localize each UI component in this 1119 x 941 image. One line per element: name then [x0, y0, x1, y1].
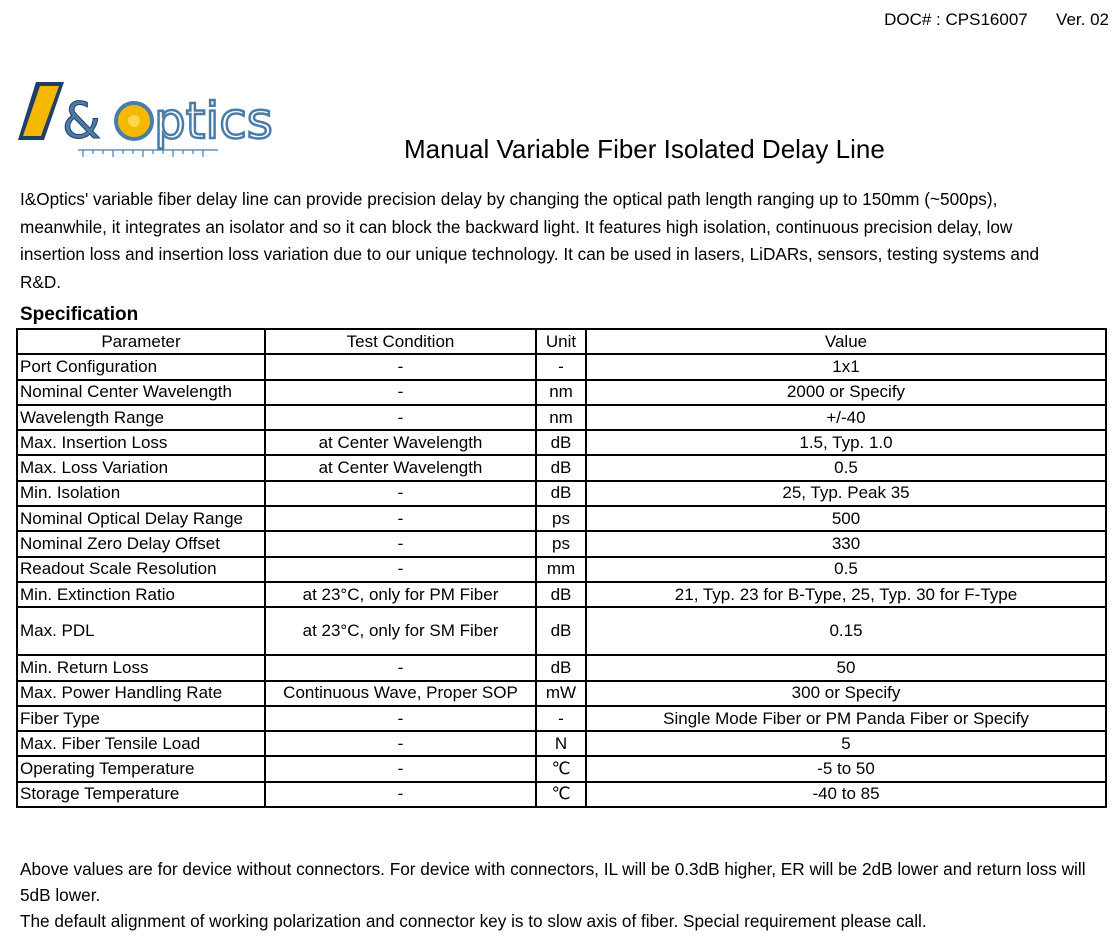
cell-value: 5 [586, 731, 1106, 756]
specification-table [16, 328, 1107, 808]
cell-parameter: Nominal Optical Delay Range [17, 506, 265, 531]
cell-parameter: Max. Fiber Tensile Load [17, 731, 265, 756]
table-row [17, 380, 1106, 405]
cell-value: 1x1 [586, 354, 1106, 379]
cell-unit: - [536, 354, 586, 379]
cell-unit: dB [536, 607, 586, 655]
cell-condition: at 23°C, only for SM Fiber [265, 607, 536, 655]
cell-condition: - [265, 380, 536, 405]
company-logo [18, 78, 288, 164]
cell-unit: ℃ [536, 782, 586, 807]
cell-condition: - [265, 655, 536, 680]
table-row [17, 681, 1106, 706]
cell-parameter: Max. PDL [17, 607, 265, 655]
table-row [17, 607, 1106, 655]
cell-unit: ps [536, 506, 586, 531]
cell-condition: - [265, 531, 536, 556]
cell-unit: dB [536, 481, 586, 506]
page-title: Manual Variable Fiber Isolated Delay Line [404, 134, 885, 164]
table-row [17, 756, 1106, 781]
cell-value: 300 or Specify [586, 681, 1106, 706]
cell-condition: - [265, 557, 536, 582]
cell-parameter: Max. Insertion Loss [17, 430, 265, 455]
cell-parameter: Min. Extinction Ratio [17, 582, 265, 607]
table-row [17, 430, 1106, 455]
cell-unit: nm [536, 405, 586, 430]
cell-condition: - [265, 706, 536, 731]
cell-parameter: Operating Temperature [17, 756, 265, 781]
column-header-parameter: Parameter [17, 329, 265, 354]
cell-unit: - [536, 706, 586, 731]
note-connectors: Above values are for device without connectors. For device with connectors, IL will be 0.3dB higher, ER will be 2dB lower and return loss will 5dB lower. [20, 859, 1086, 905]
cell-value: Single Mode Fiber or PM Panda Fiber or Specify [586, 706, 1106, 731]
column-header-value: Value [586, 329, 1106, 354]
cell-unit: ℃ [536, 756, 586, 781]
table-row [17, 531, 1106, 556]
cell-unit: dB [536, 455, 586, 480]
table-row [17, 582, 1106, 607]
table-header-row [17, 329, 1106, 354]
cell-unit: dB [536, 430, 586, 455]
table-row [17, 481, 1106, 506]
cell-parameter: Nominal Zero Delay Offset [17, 531, 265, 556]
cell-unit: mm [536, 557, 586, 582]
table-row [17, 782, 1106, 807]
cell-value: 2000 or Specify [586, 380, 1106, 405]
cell-unit: dB [536, 582, 586, 607]
cell-condition: - [265, 481, 536, 506]
cell-value: 330 [586, 531, 1106, 556]
cell-parameter: Storage Temperature [17, 782, 265, 807]
cell-parameter: Readout Scale Resolution [17, 557, 265, 582]
table-row [17, 455, 1106, 480]
specification-table-body [17, 354, 1106, 807]
cell-parameter: Min. Return Loss [17, 655, 265, 680]
specification-heading: Specification [20, 304, 139, 325]
table-row [17, 405, 1106, 430]
cell-value: -40 to 85 [586, 782, 1106, 807]
cell-value: +/-40 [586, 405, 1106, 430]
notes [20, 856, 1100, 934]
cell-condition: - [265, 405, 536, 430]
table-row [17, 655, 1106, 680]
cell-parameter: Fiber Type [17, 706, 265, 731]
cell-parameter: Wavelength Range [17, 405, 265, 430]
intro-paragraph: I&Optics' variable fiber delay line can provide precision delay by changing the optical path length ranging up to 150mm (~500ps), meanwhile, it integrates an isolator and so it can block the backward light. It features high isolation, continuous precision delay, low insertion loss and insertion loss variation due to our unique technology. It can be used in lasers, LiDARs, sensors, testing systems and R&D. [20, 189, 1040, 292]
cell-condition: - [265, 756, 536, 781]
logo-ruler [78, 150, 218, 157]
cell-parameter: Max. Power Handling Rate [17, 681, 265, 706]
cell-condition: - [265, 354, 536, 379]
cell-parameter: Min. Isolation [17, 481, 265, 506]
cell-condition: at Center Wavelength [265, 455, 536, 480]
note-polarization: The default alignment of working polarization and connector key is to slow axis of fiber. Special requirement please call. [20, 911, 927, 931]
cell-parameter: Nominal Center Wavelength [17, 380, 265, 405]
cell-parameter: Max. Loss Variation [17, 455, 265, 480]
table-row [17, 557, 1106, 582]
cell-condition: at Center Wavelength [265, 430, 536, 455]
logo-dot-center [128, 115, 140, 127]
cell-value: 50 [586, 655, 1106, 680]
cell-unit: nm [536, 380, 586, 405]
table-row [17, 731, 1106, 756]
cell-value: 25, Typ. Peak 35 [586, 481, 1106, 506]
cell-value: 0.5 [586, 557, 1106, 582]
cell-value: 1.5, Typ. 1.0 [586, 430, 1106, 455]
cell-unit: dB [536, 655, 586, 680]
table-row [17, 706, 1106, 731]
column-header-unit: Unit [536, 329, 586, 354]
cell-condition: at 23°C, only for PM Fiber [265, 582, 536, 607]
cell-condition: - [265, 782, 536, 807]
column-header-condition: Test Condition [265, 329, 536, 354]
cell-value: 0.5 [586, 455, 1106, 480]
cell-value: 21, Typ. 23 for B-Type, 25, Typ. 30 for F-Type [586, 582, 1106, 607]
logo-ptics: ptics [154, 92, 273, 150]
cell-parameter: Port Configuration [17, 354, 265, 379]
cell-condition: - [265, 506, 536, 531]
cell-unit: N [536, 731, 586, 756]
cell-value: 500 [586, 506, 1106, 531]
cell-unit: ps [536, 531, 586, 556]
cell-condition: - [265, 731, 536, 756]
cell-value: -5 to 50 [586, 756, 1106, 781]
table-row [17, 354, 1106, 379]
cell-value: 0.15 [586, 607, 1106, 655]
table-row [17, 506, 1106, 531]
cell-condition: Continuous Wave, Proper SOP [265, 681, 536, 706]
logo-ampersand: & [62, 92, 101, 150]
doc-number: DOC# : CPS16007 Ver. 02 [884, 10, 1109, 29]
cell-unit: mW [536, 681, 586, 706]
